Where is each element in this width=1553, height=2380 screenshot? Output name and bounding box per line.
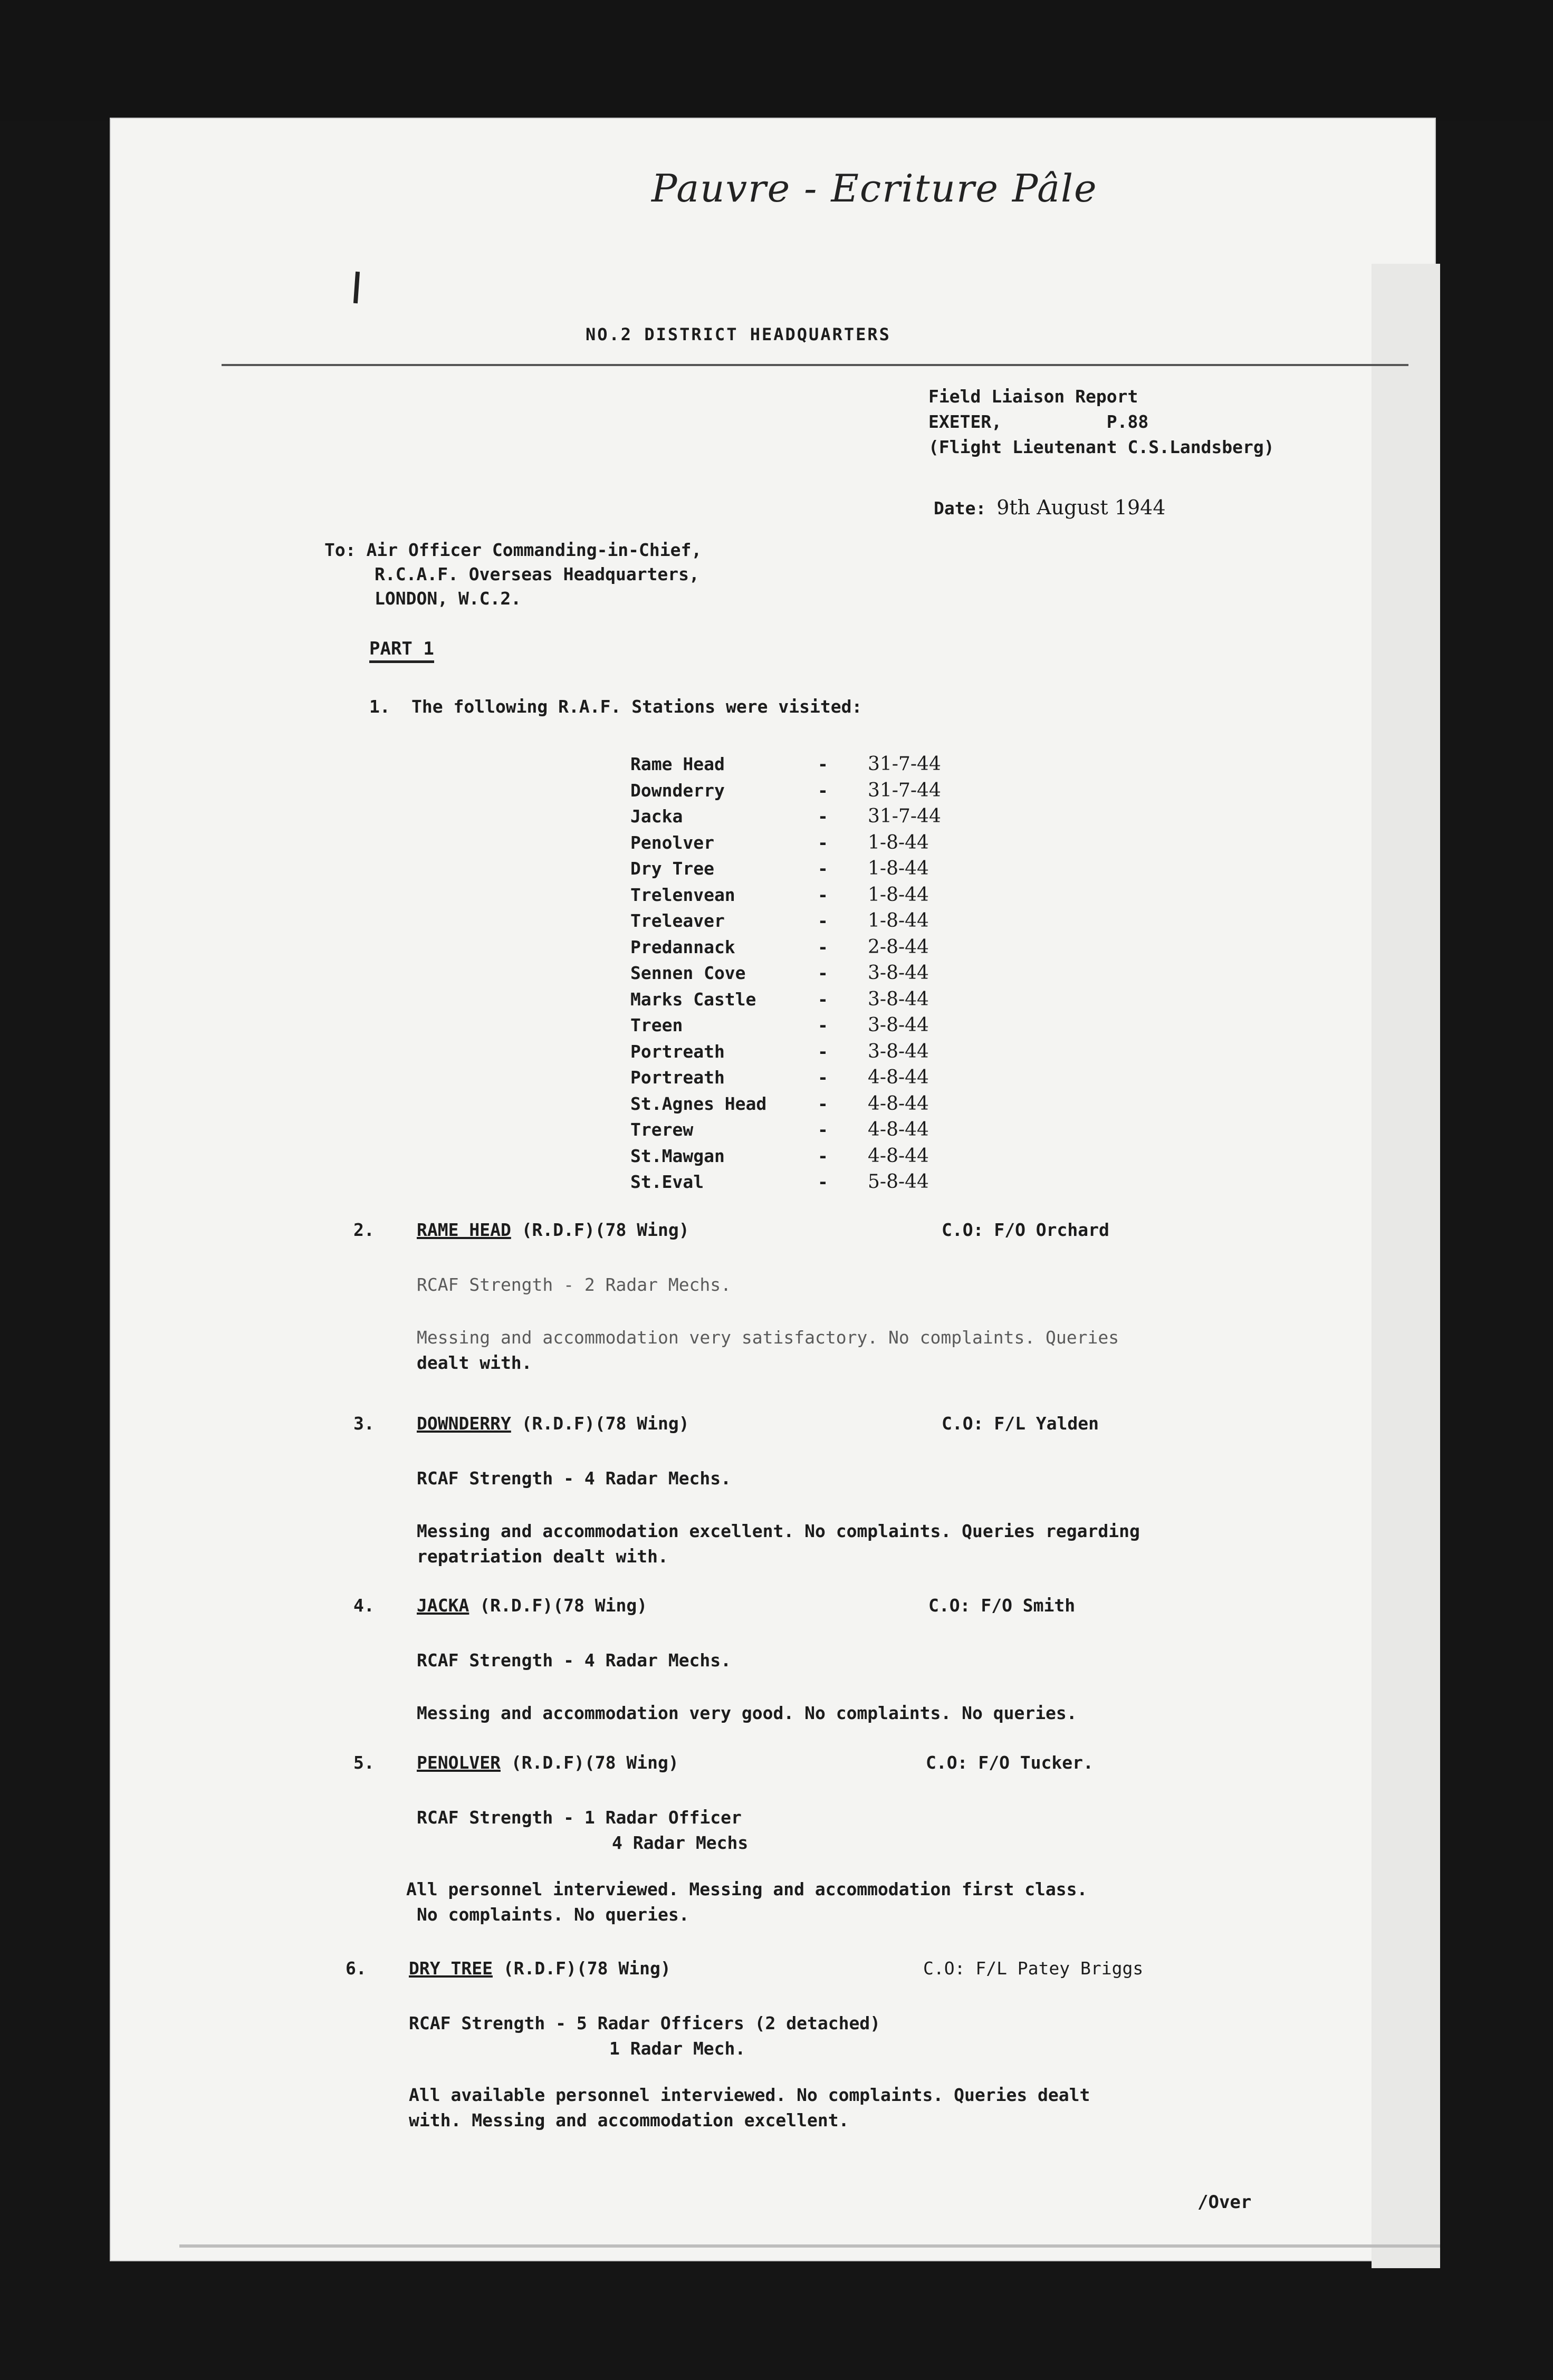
report-line: Field Liaison Report: [928, 386, 1138, 407]
station-row: [630, 803, 941, 830]
part-heading: PART 1: [369, 638, 434, 663]
station-name: DOWNDERRY: [417, 1413, 511, 1434]
station-visited-name: Treleaver: [630, 910, 725, 931]
station-row: [630, 986, 941, 1013]
station-visit-date: 31-7-44: [868, 805, 941, 827]
section-notes-cont: repatriation dealt with.: [417, 1546, 668, 1567]
addressee-line: Air Officer Commanding-in-Chief,: [366, 540, 702, 560]
station-unit: (R.D.F)(78 Wing): [511, 1752, 679, 1773]
station-visit-date: 4-8-44: [868, 1092, 929, 1115]
station-visit-date: 3-8-44: [868, 962, 929, 984]
dash-separator: -: [818, 832, 828, 853]
intro-text: The following R.A.F. Stations were visited:: [411, 696, 862, 717]
station-name: PENOLVER: [417, 1752, 501, 1773]
station-visited-name: Rame Head: [630, 754, 725, 774]
station-visit-date: 1-8-44: [868, 858, 929, 879]
date-label: Date:: [934, 498, 986, 519]
over-marker: /Over: [1197, 2192, 1252, 2213]
station-name: RAME HEAD: [417, 1220, 511, 1240]
commanding-officer: C.O: F/L Patey Briggs: [923, 1958, 1144, 1979]
station-row: [630, 1012, 941, 1039]
dash-separator: -: [818, 1015, 828, 1035]
station-visit-date: 31-7-44: [868, 779, 941, 801]
dash-separator: -: [818, 884, 828, 905]
station-visited-name: Jacka: [630, 806, 683, 827]
rcaf-strength-cont: 4 Radar Mechs: [612, 1832, 749, 1853]
station-visited-name: St.Eval: [630, 1172, 704, 1192]
station-visit-date: 4-8-44: [868, 1119, 929, 1140]
station-unit: (R.D.F)(78 Wing): [521, 1220, 689, 1240]
section-downderry: [353, 1411, 1419, 1569]
dash-separator: -: [818, 1119, 828, 1140]
section-notes-cont: No complaints. No queries.: [417, 1904, 689, 1925]
rcaf-strength: RCAF Strength - 2 Radar Mechs.: [417, 1274, 732, 1295]
station-visit-date: 3-8-44: [868, 988, 929, 1010]
station-visited-name: Dry Tree: [630, 858, 714, 879]
dash-separator: -: [818, 936, 828, 957]
section-dry-tree: [346, 1956, 1411, 2133]
report-line: EXETER, P.88: [928, 411, 1149, 432]
dash-separator: -: [818, 989, 828, 1010]
paragraph-number: 1.: [369, 696, 390, 717]
station-visited-name: Sennen Cove: [630, 963, 746, 983]
section-number: 6.: [346, 1958, 367, 1979]
report-block: [928, 384, 1274, 460]
section-notes: All personnel interviewed. Messing and accommodation first class.: [406, 1879, 1088, 1899]
station-visited-name: Portreath: [630, 1067, 725, 1088]
station-visit-date: 1-8-44: [868, 884, 929, 906]
addressee-line: R.C.A.F. Overseas Headquarters,: [375, 564, 699, 584]
report-date: [934, 496, 1166, 519]
dash-separator: -: [818, 1172, 828, 1192]
station-visited-name: Treen: [630, 1015, 683, 1035]
station-name: JACKA: [417, 1595, 469, 1616]
station-row: [630, 856, 941, 882]
station-row: [630, 1039, 941, 1065]
station-row: [630, 882, 941, 908]
section-notes: Messing and accommodation excellent. No complaints. Queries regarding: [417, 1521, 1140, 1541]
section-notes: Messing and accommodation very good. No complaints. No queries.: [417, 1703, 1077, 1723]
commanding-officer: C.O: F/O Tucker.: [926, 1752, 1094, 1773]
rcaf-strength: RCAF Strength - 4 Radar Mechs.: [417, 1650, 732, 1671]
section-notes-cont: with. Messing and accommodation excellent.: [409, 2110, 849, 2131]
to-label: To:: [324, 540, 356, 560]
station-unit: (R.D.F)(78 Wing): [521, 1413, 689, 1434]
addressee-line: LONDON, W.C.2.: [375, 588, 522, 609]
stations-list: [630, 751, 941, 1195]
commanding-officer: C.O: F/O Orchard: [942, 1220, 1109, 1240]
station-visited-name: Downderry: [630, 780, 725, 801]
station-row: [630, 1091, 941, 1117]
station-row: [630, 1117, 941, 1143]
station-row: [630, 830, 941, 856]
dash-separator: -: [818, 963, 828, 983]
rcaf-strength: RCAF Strength - 4 Radar Mechs.: [417, 1468, 732, 1489]
station-visit-date: 3-8-44: [868, 1014, 929, 1036]
stations-intro: [369, 696, 862, 717]
rcaf-strength-cont: 1 Radar Mech.: [609, 2038, 746, 2059]
station-row: [630, 751, 941, 778]
document-heading: NO.2 DISTRICT HEADQUARTERS: [586, 324, 891, 344]
station-row: [630, 1143, 941, 1169]
section-number: 3.: [353, 1413, 375, 1434]
section-number: 2.: [353, 1220, 375, 1240]
section-penolver: [353, 1750, 1419, 1927]
dash-separator: -: [818, 754, 828, 774]
dash-separator: -: [818, 806, 828, 827]
station-visit-date: 2-8-44: [868, 936, 929, 958]
dash-separator: -: [818, 1041, 828, 1062]
commanding-officer: C.O: F/O Smith: [928, 1595, 1076, 1616]
dash-separator: -: [818, 910, 828, 931]
station-visited-name: Marks Castle: [630, 989, 756, 1010]
station-visit-date: 5-8-44: [868, 1171, 929, 1193]
section-notes: All available personnel interviewed. No complaints. Queries dealt: [409, 2085, 1090, 2105]
section-rame-head: [353, 1217, 1419, 1376]
station-visited-name: Portreath: [630, 1041, 725, 1062]
date-value: 9th August 1944: [996, 496, 1166, 519]
station-visit-date: 1-8-44: [868, 910, 929, 932]
station-visited-name: Predannack: [630, 936, 735, 957]
station-visited-name: St.Agnes Head: [630, 1093, 767, 1114]
dash-separator: -: [818, 1093, 828, 1114]
heading-rule: [222, 364, 1408, 366]
handwritten-note: Pauvre - Ecriture Pâle: [651, 166, 1098, 210]
station-row: [630, 934, 941, 961]
report-line: (Flight Lieutenant C.S.Landsberg): [928, 437, 1274, 457]
page-bottom-edge: [179, 2244, 1440, 2248]
station-name: DRY TREE: [409, 1958, 493, 1979]
station-visited-name: Penolver: [630, 832, 714, 853]
station-unit: (R.D.F)(78 Wing): [503, 1958, 671, 1979]
station-visited-name: Trerew: [630, 1119, 694, 1140]
station-row: [630, 1064, 941, 1091]
station-visited-name: St.Mawgan: [630, 1145, 725, 1166]
station-visit-date: 4-8-44: [868, 1067, 929, 1088]
scan-border-top: [0, 0, 1553, 121]
station-row: [630, 1169, 941, 1195]
addressee-block: [324, 538, 702, 611]
rcaf-strength: RCAF Strength - 5 Radar Officers (2 detached): [409, 2013, 881, 2033]
station-unit: (R.D.F)(78 Wing): [480, 1595, 648, 1616]
section-number: 5.: [353, 1752, 375, 1773]
station-row: [630, 908, 941, 934]
dash-separator: -: [818, 858, 828, 879]
station-visit-date: 31-7-44: [868, 753, 941, 775]
section-notes-cont: dealt with.: [417, 1352, 532, 1373]
station-visit-date: 1-8-44: [868, 831, 929, 853]
station-row: [630, 778, 941, 804]
dash-separator: -: [818, 1067, 828, 1088]
station-visited-name: Trelenvean: [630, 884, 735, 905]
section-jacka: [353, 1593, 1419, 1726]
section-notes: Messing and accommodation very satisfactory. No complaints. Queries: [417, 1327, 1119, 1348]
dash-separator: -: [818, 1145, 828, 1166]
section-number: 4.: [353, 1595, 375, 1616]
rcaf-strength: RCAF Strength - 1 Radar Officer: [417, 1807, 742, 1828]
station-visit-date: 4-8-44: [868, 1145, 929, 1167]
station-visit-date: 3-8-44: [868, 1040, 929, 1062]
commanding-officer: C.O: F/L Yalden: [942, 1413, 1099, 1434]
station-row: [630, 960, 941, 986]
dash-separator: -: [818, 780, 828, 801]
